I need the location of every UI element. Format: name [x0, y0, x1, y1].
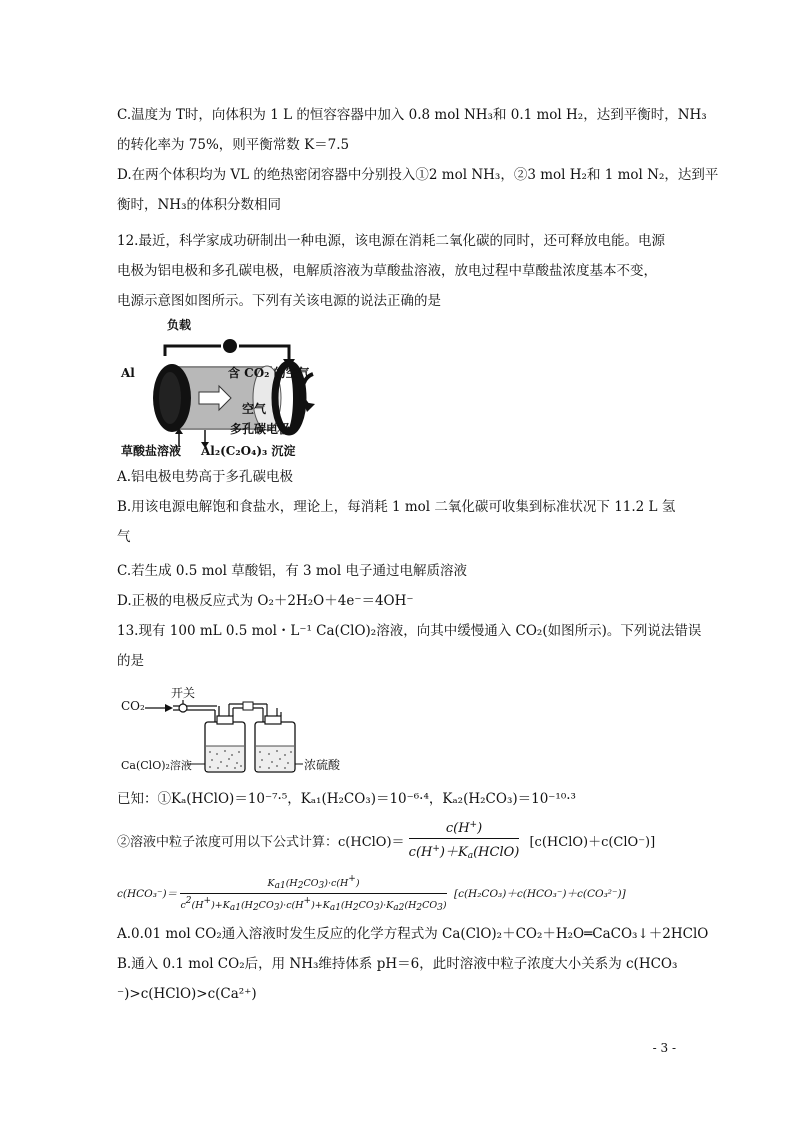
carbon-electrode-label: 多孔碳电极 — [230, 422, 291, 436]
q13-stem-line2: 的是 — [117, 653, 144, 669]
ca-clo2-solution-label: Ca(ClO)₂溶液 — [121, 759, 192, 772]
hco3-formula — [117, 874, 626, 913]
hco3-fraction: $\frac{K_{a1}(H_2CO_3)\cdot c(H^+)}{c^2(H^+)+K_{a1}(H_2CO_3)\cdot c(H^+)+K_{a1}(H_2CO_3)\cdot K_{a2}(H_2CO_3)}$ — [180, 874, 447, 913]
switch-label: 开关 — [171, 686, 196, 700]
hclo-formula-prefix: ②溶液中粒子浓度可用以下公式计算：c(HClO)＝ — [117, 835, 405, 850]
co2-air-label: 含 CO₂ 的空气 — [228, 366, 310, 380]
hclo-fraction: $\frac{c(H^+)}{c(H^+)+K_a(HClO)}$ — [408, 820, 520, 861]
q13-option-b-line2: ⁻)>c(HClO)>c(Ca²⁺) — [117, 986, 257, 1002]
q11-option-d-line2: 衡时，NH₃的体积分数相同 — [117, 197, 281, 213]
battery-drawing — [117, 316, 347, 460]
al-label: Al — [121, 366, 135, 380]
q12-option-b-line1: B.用该电源电解饱和食盐水，理论上，每消耗 1 mol 二氧化碳可收集到标准状况下 11.2 L 氢 — [117, 499, 676, 515]
q12-option-a: A.铝电极电势高于多孔碳电极 — [117, 469, 294, 485]
q11-option-c-line1: C.温度为 T时，向体积为 1 L 的恒容容器中加入 0.8 mol NH₃和 0.1 mol H₂，达到平衡时，NH₃ — [117, 107, 707, 123]
q12-option-d: D.正极的电极反应式为 O₂＋2H₂O＋4e⁻＝4OH⁻ — [117, 593, 414, 609]
q12-option-c: C.若生成 0.5 mol 草酸铝，有 3 mol 电子通过电解质溶液 — [117, 563, 467, 579]
page-number: - 3 - — [652, 1041, 676, 1055]
q13-known-constants: 已知：①Kₐ(HClO)＝10⁻⁷·⁵，Kₐ₁(H₂CO₃)＝10⁻⁶·⁴，Kₐ₂(H₂CO₃)＝10⁻¹⁰·³ — [117, 791, 576, 807]
q12-stem-line3: 电源示意图如图所示。下列有关该电源的说法正确的是 — [117, 293, 441, 309]
oxalate-solution-label: 草酸盐溶液 — [121, 444, 182, 458]
q12-stem-line1: 12.最近，科学家成功研制出一种电源，该电源在消耗二氧化碳的同时，还可释放电能。电源 — [117, 233, 665, 249]
load-label: 负载 — [167, 318, 192, 332]
q13-stem-line1: 13.现有 100 mL 0.5 mol・L⁻¹ Ca(ClO)₂溶液，向其中缓慢通入 CO₂(如图所示)。下列说法错误 — [117, 623, 702, 639]
q12-option-b-line2: 气 — [117, 529, 131, 545]
co2-label: CO₂ — [121, 699, 145, 713]
hclo-formula — [117, 820, 655, 868]
q11-option-d-line1: D.在两个体积均为 VL 的绝热密闭容器中分别投入①2 mol NH₃，②3 mol H₂和 1 mol N₂，达到平 — [117, 167, 719, 183]
hclo-formula-suffix: [c(HClO)＋c(ClO⁻)] — [529, 835, 656, 850]
battery-diagram — [117, 316, 347, 460]
conc-sulfuric-acid-label: 浓硫酸 — [304, 758, 341, 772]
switch-valve-icon — [179, 704, 187, 712]
q13-option-b-line1: B.通入 0.1 mol CO₂后，用 NH₃维持体系 pH＝6，此时溶液中粒子浓度大小关系为 c(HCO₃ — [117, 956, 678, 972]
hco3-formula-suffix: [c(H₂CO₃)＋c(HCO₃⁻)＋c(CO₃²⁻)] — [453, 888, 626, 900]
hco3-formula-lhs: c(HCO₃⁻)＝ — [117, 888, 178, 900]
precipitate-label: Al₂(C₂O₄)₃ 沉淀 — [201, 444, 296, 458]
q11-option-c-line2: 的转化率为 75%，则平衡常数 K＝7.5 — [117, 137, 350, 153]
gas-bottle-apparatus — [117, 682, 357, 778]
air-label: 空气 — [242, 402, 267, 416]
q12-stem-line2: 电极为铝电极和多孔碳电极，电解质溶液为草酸盐溶液，放电过程中草酸盐浓度基本不变， — [117, 263, 657, 279]
q13-option-a: A.0.01 mol CO₂通入溶液时发生反应的化学方程式为 Ca(ClO)₂＋CO₂＋H₂O═CaCO₃↓＋2HClO — [117, 926, 709, 942]
load-icon — [223, 339, 237, 353]
